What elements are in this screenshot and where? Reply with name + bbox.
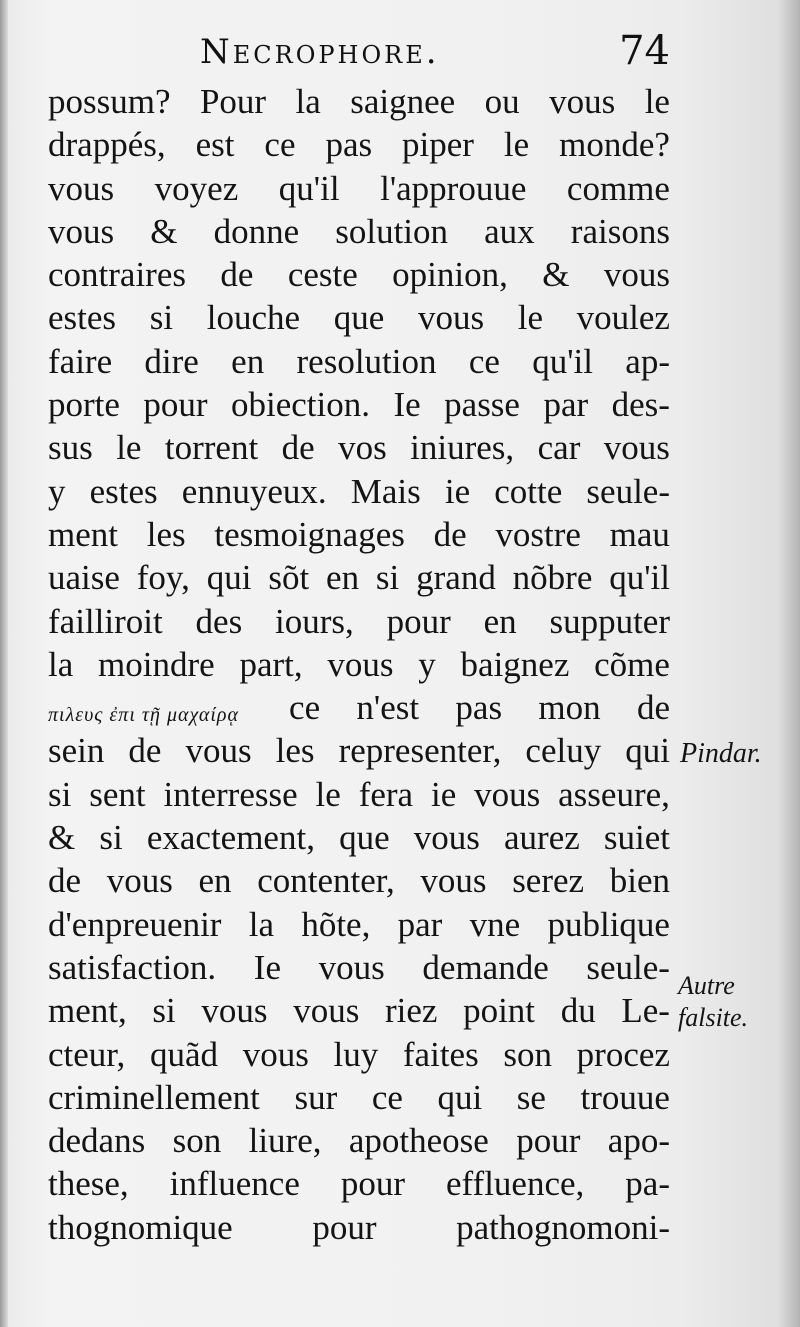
line-text [48, 340, 670, 383]
line-text [48, 816, 670, 859]
word: point [463, 991, 536, 1031]
word: Pour [199, 82, 267, 121]
line-text [48, 123, 670, 166]
word: sein [48, 731, 105, 771]
word: ment, [48, 991, 127, 1031]
word: celuy [525, 731, 602, 771]
word: son [503, 1034, 552, 1074]
word: le [116, 428, 142, 468]
page-header [40, 28, 670, 78]
word: pas [455, 688, 503, 728]
word: si [48, 774, 72, 814]
word: le [517, 298, 543, 338]
text-line [48, 470, 670, 513]
word: torrent [164, 428, 259, 468]
word: la [48, 644, 74, 684]
line-text [48, 903, 670, 946]
word: n'est [356, 688, 420, 728]
text-line [48, 556, 670, 599]
word: l'approuue [380, 168, 527, 208]
text-line [48, 816, 670, 859]
word: en [326, 558, 360, 598]
word: ce [264, 125, 296, 165]
word: de [220, 255, 254, 295]
word: fera [358, 774, 414, 814]
word: de [48, 861, 82, 901]
word: solution [335, 211, 449, 251]
line-text [48, 296, 670, 339]
word: pa- [625, 1164, 670, 1204]
word: thognomique [48, 1207, 233, 1247]
line-text [48, 729, 670, 772]
text-line [48, 123, 670, 166]
word: vous [549, 82, 616, 121]
word: uaise [48, 558, 120, 598]
word: vous [293, 991, 360, 1031]
line-text [48, 1119, 670, 1162]
word: comme [566, 168, 670, 208]
word: vous [413, 818, 480, 858]
word: voyez [154, 168, 239, 208]
word: & [542, 255, 570, 295]
word: ce [371, 1077, 403, 1117]
word: pas [325, 125, 373, 165]
word: monde? [559, 125, 670, 165]
text-line [48, 296, 670, 339]
word: seule- [586, 947, 670, 987]
text-line [48, 340, 670, 383]
word: satisfaction. [48, 947, 217, 987]
word: asseure, [558, 774, 670, 814]
word: publique [547, 904, 670, 944]
word: ce [468, 341, 500, 381]
word: qu'il [278, 168, 340, 208]
word: influence [169, 1164, 300, 1204]
word: y [48, 471, 66, 511]
text-line [48, 946, 670, 989]
word: estes [48, 298, 117, 338]
line-text [48, 426, 670, 469]
word: tesmoignages [214, 514, 405, 554]
word: qui [437, 1077, 483, 1117]
word: vous [48, 168, 115, 208]
word: drappés, [48, 125, 166, 165]
line-text [48, 470, 670, 513]
line-text [48, 643, 670, 686]
word: effluence, [446, 1164, 585, 1204]
word: cteur, [48, 1034, 126, 1074]
text-line [48, 210, 670, 253]
line-text [48, 773, 670, 816]
word: la [295, 82, 321, 121]
text-line [48, 253, 670, 296]
word: riez [384, 991, 438, 1031]
word: est [195, 125, 235, 165]
word: de [128, 731, 162, 771]
line-text [48, 859, 670, 902]
page-edge-shadow [778, 0, 800, 1327]
word: Le- [621, 991, 670, 1031]
word: si [99, 818, 123, 858]
word: en [198, 861, 232, 901]
word: le [644, 82, 670, 121]
word: obiection. [231, 385, 371, 425]
word: opinion, [392, 255, 508, 295]
word: contenter, [257, 861, 395, 901]
word: saignee [350, 82, 456, 121]
word: d'enpreuenir [48, 904, 222, 944]
word: faire [48, 341, 113, 381]
page-number: 74 [619, 28, 670, 74]
word: interresse [163, 774, 298, 814]
word: sõt [268, 558, 310, 598]
word: cotte [494, 471, 563, 511]
word: vous [201, 991, 268, 1031]
line-text [289, 686, 670, 729]
word: mon [538, 688, 601, 728]
word: pour [312, 1207, 377, 1247]
text-line [48, 1162, 670, 1205]
margin-note-line: Autre [678, 971, 735, 1000]
greek-quote-line [48, 686, 670, 729]
word: qui [625, 731, 670, 771]
word: sur [294, 1077, 338, 1117]
word: en [231, 341, 265, 381]
word: Ie [393, 385, 421, 425]
text-line [48, 167, 670, 210]
word: foy, [136, 558, 190, 598]
line-text [48, 167, 670, 210]
word: grand [416, 558, 496, 598]
word: apo- [607, 1121, 670, 1161]
word: ennuyeux. [181, 471, 327, 511]
word: qu'il [532, 341, 593, 381]
word: raisons [570, 211, 670, 251]
word: vous [603, 255, 670, 295]
word: & [48, 818, 76, 858]
word: aurez [504, 818, 580, 858]
word: & [150, 211, 178, 251]
word: son [172, 1121, 222, 1161]
word: trouue [580, 1077, 670, 1117]
word: aux [484, 211, 535, 251]
text-line [48, 859, 670, 902]
word: les [146, 514, 186, 554]
text-line [48, 729, 670, 772]
word: vous [420, 861, 487, 901]
text-line [48, 1206, 670, 1249]
word: resolution [296, 341, 437, 381]
word: par [543, 385, 589, 425]
word: representer, [338, 731, 502, 771]
word: apotheose [348, 1121, 489, 1161]
word: donne [213, 211, 300, 251]
line-text [48, 513, 670, 556]
word: de [636, 688, 670, 728]
word: supputer [549, 601, 670, 641]
word: passe [444, 385, 520, 425]
word: vous [185, 731, 252, 771]
text-line [48, 600, 670, 643]
word: procez [576, 1034, 670, 1074]
word: dedans [48, 1121, 146, 1161]
text-line [48, 989, 670, 1032]
word: demande [422, 947, 549, 987]
line-text [48, 1033, 670, 1076]
word: pour [340, 1164, 406, 1204]
word: des- [611, 385, 670, 425]
word: nõbre [512, 558, 593, 598]
word: faites [402, 1034, 479, 1074]
word: de [281, 428, 315, 468]
word: pathognomoni- [456, 1207, 670, 1247]
word: criminellement [48, 1077, 260, 1117]
word: baignez [460, 644, 570, 684]
word: en [483, 601, 517, 641]
word: Ie [253, 947, 281, 987]
line-text [48, 1206, 670, 1249]
word: ie [430, 774, 457, 814]
text-line [48, 773, 670, 816]
page-gutter [0, 0, 8, 1327]
word: y [418, 644, 436, 684]
word: vous [106, 861, 173, 901]
word: piper [402, 125, 474, 165]
text-line [48, 1033, 670, 1076]
word: vous [327, 644, 394, 684]
word: que [339, 818, 390, 858]
word: porte [48, 385, 120, 425]
word: possum? [48, 82, 171, 121]
running-title: Necrophore. [200, 32, 440, 72]
line-text [48, 946, 670, 989]
text-line [48, 903, 670, 946]
word: vous [474, 774, 541, 814]
word: moindre [98, 644, 215, 684]
word: Mais [350, 471, 421, 511]
line-text [48, 1162, 670, 1205]
line-text [48, 383, 670, 426]
line-text [48, 989, 670, 1032]
line-text [48, 253, 670, 296]
word: ap- [625, 341, 670, 381]
greek-quotation: πιλευς ἐπι τῇ μαχαίρᾳ [48, 704, 240, 727]
word: bien [609, 861, 670, 901]
word: vous [318, 947, 385, 987]
line-text [48, 600, 670, 643]
word: ie [444, 471, 471, 511]
word: ment [48, 514, 118, 554]
word: vous [242, 1034, 309, 1074]
text-line [48, 643, 670, 686]
word: les [275, 731, 315, 771]
word: si [152, 991, 176, 1031]
text-line [48, 1119, 670, 1162]
word: failliroit [48, 601, 163, 641]
word: la [248, 904, 275, 944]
text-line [48, 513, 670, 556]
word: qui [206, 558, 252, 598]
margin-note-autre-falsite [678, 970, 778, 1034]
word: ce [289, 688, 321, 728]
word: quãd [149, 1034, 219, 1074]
word: dire [144, 341, 199, 381]
word: cõme [594, 644, 670, 684]
word: pour [386, 601, 451, 641]
word: pour [143, 385, 208, 425]
word: sent [89, 774, 146, 814]
text-line [48, 1076, 670, 1119]
line-text [48, 210, 670, 253]
word: que [333, 298, 385, 338]
word: part, [239, 644, 303, 684]
word: de [433, 514, 467, 554]
word: mau [609, 514, 670, 554]
word: liure, [248, 1121, 322, 1161]
word: si [149, 298, 174, 338]
word: ou [484, 82, 520, 121]
word: pour [516, 1121, 581, 1161]
word: sus [48, 428, 93, 468]
text-line [48, 426, 670, 469]
word: luy [333, 1034, 379, 1074]
word: iours, [275, 601, 354, 641]
word: hõte, [301, 904, 371, 944]
text-line [48, 80, 670, 123]
word: these, [48, 1164, 129, 1204]
word: estes [89, 471, 158, 511]
margin-note-pindar: Pindar. [680, 738, 762, 769]
word: seule- [586, 471, 670, 511]
word: suiet [603, 818, 670, 858]
word: qu'il [609, 558, 670, 598]
word: des [195, 601, 243, 641]
word: contraires [48, 255, 186, 295]
line-text [48, 556, 670, 599]
word: louche [206, 298, 301, 338]
word: vos [338, 428, 387, 468]
text-line [48, 383, 670, 426]
word: si [375, 558, 400, 598]
word: se [516, 1077, 546, 1117]
word: du [560, 991, 596, 1031]
word: vous [603, 428, 670, 468]
word: serez [512, 861, 585, 901]
word: vne [469, 904, 521, 944]
line-text [48, 80, 670, 123]
word: vous [48, 211, 115, 251]
word: le [503, 125, 530, 165]
word: le [315, 774, 341, 814]
word: vous [417, 298, 485, 338]
word: par [397, 904, 443, 944]
word: vostre [495, 514, 581, 554]
body-text [48, 80, 670, 1249]
word: ceste [287, 255, 358, 295]
word: voulez [576, 298, 670, 338]
word: car [537, 428, 581, 468]
word: iniures, [410, 428, 515, 468]
word: exactement, [146, 818, 315, 858]
line-text [48, 1076, 670, 1119]
margin-note-line: falsite. [678, 1003, 749, 1032]
